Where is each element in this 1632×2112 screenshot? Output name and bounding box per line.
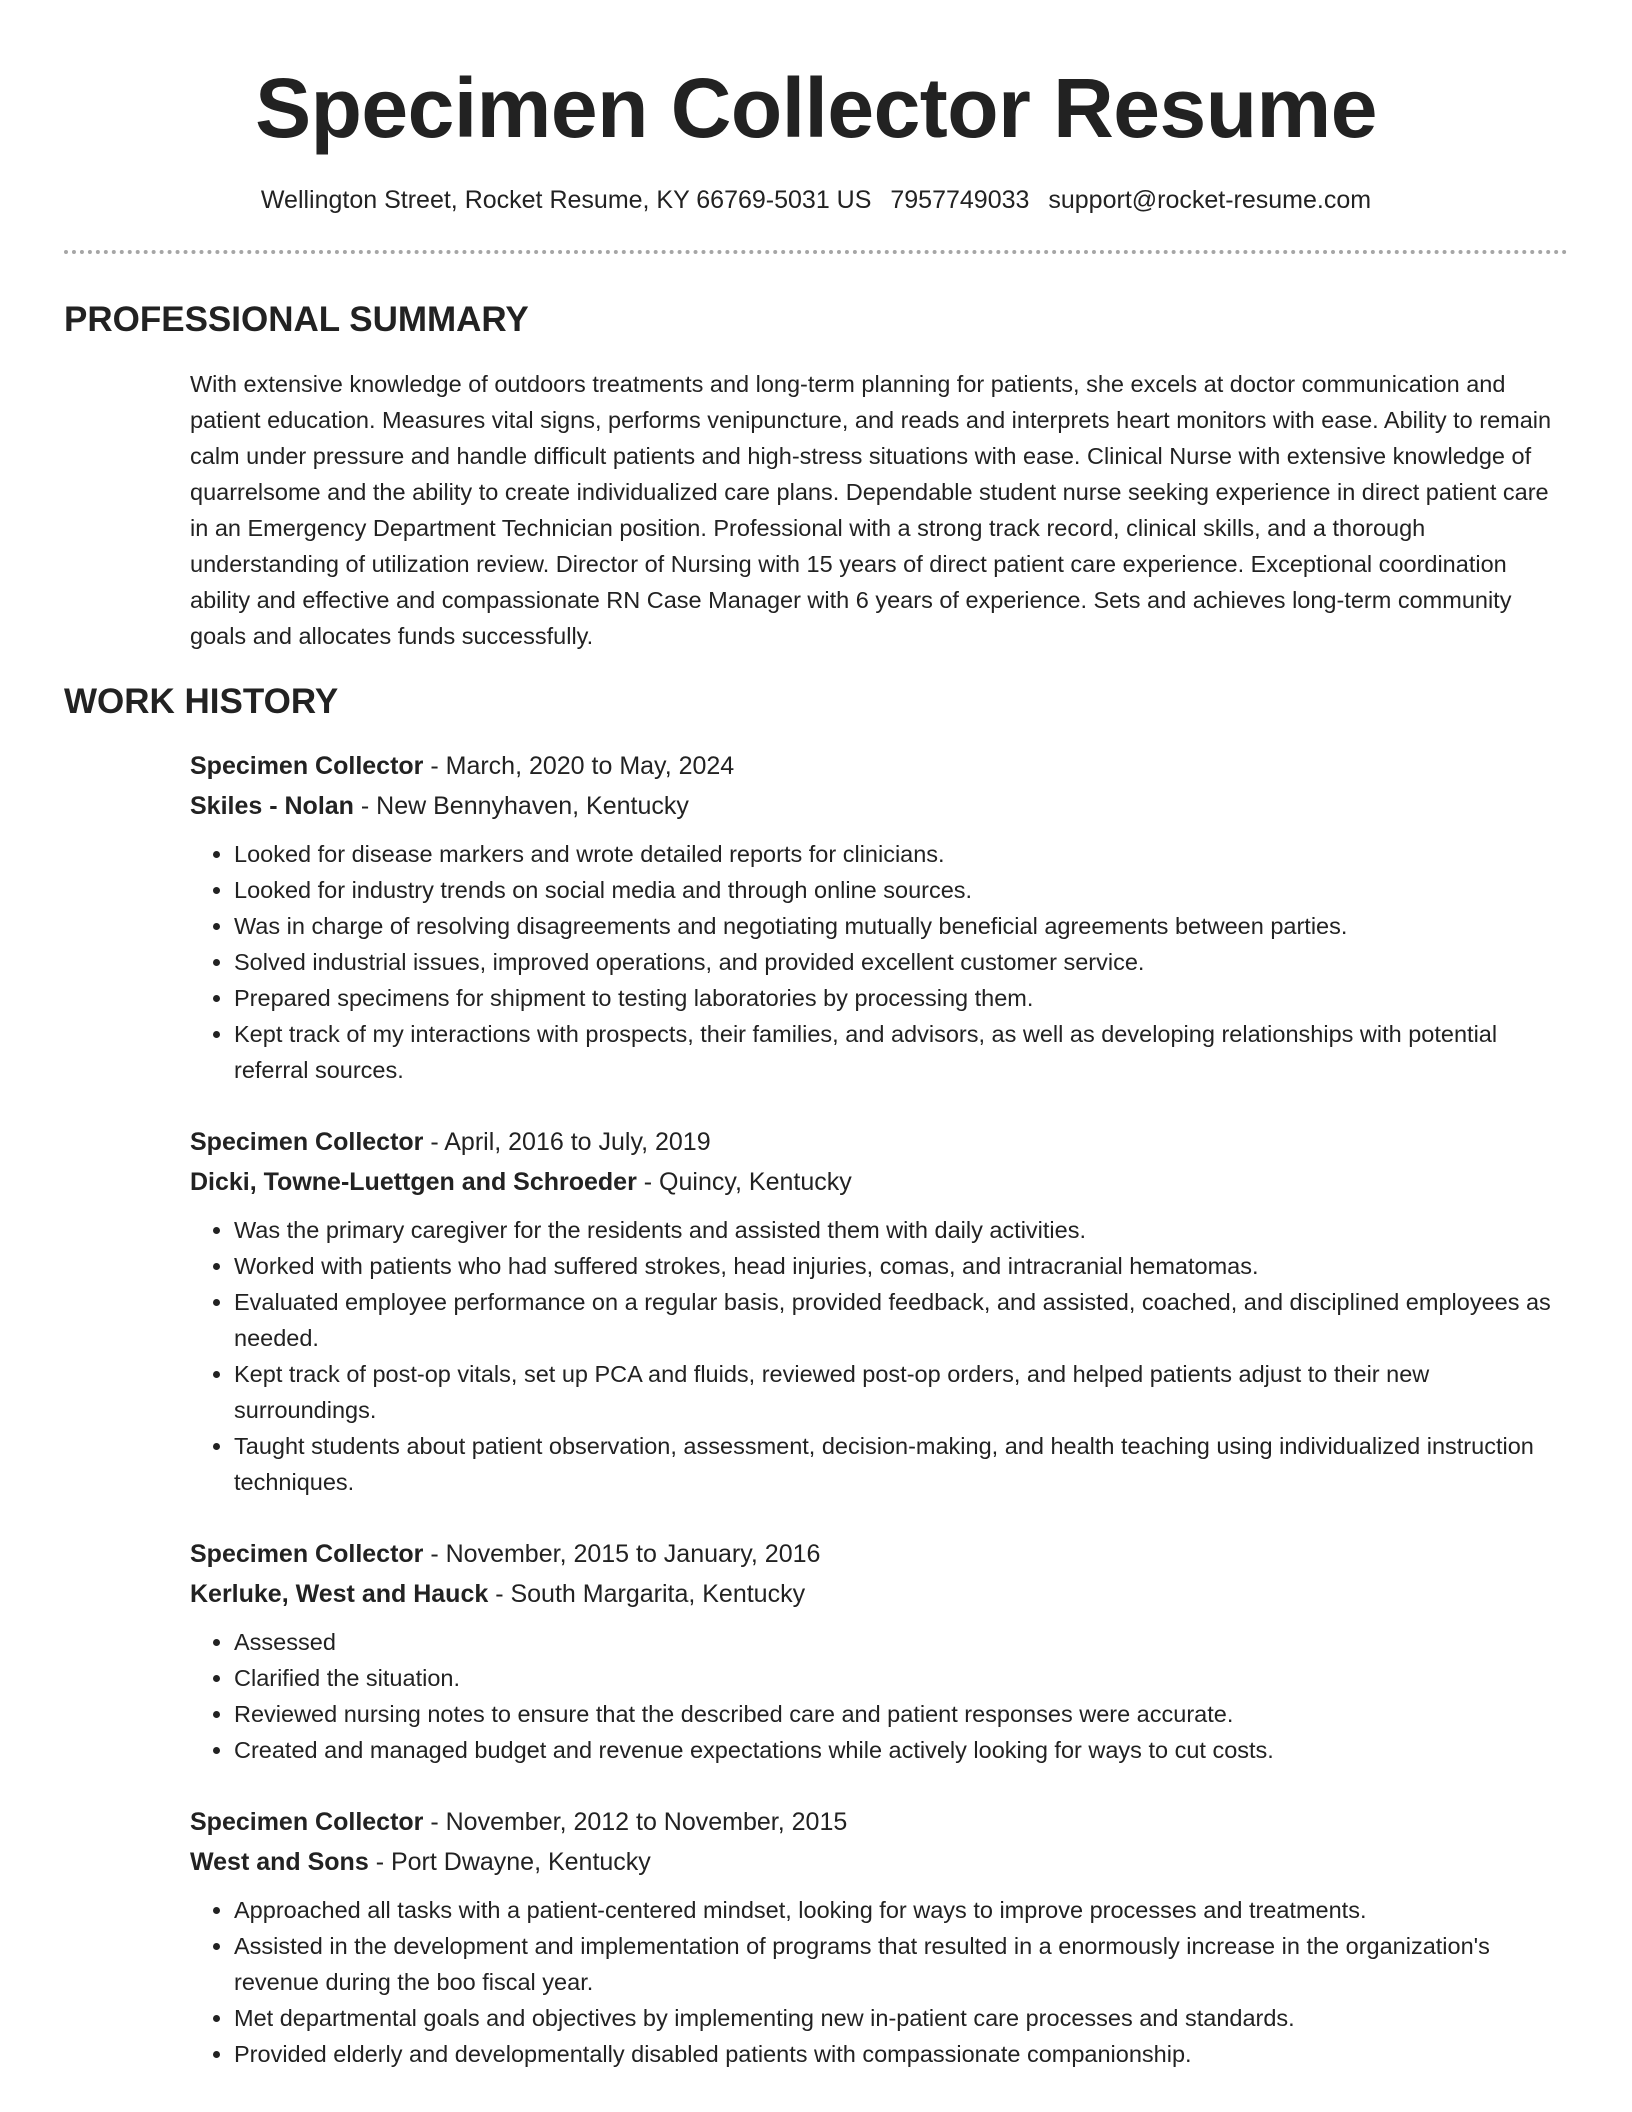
job-bullets xyxy=(190,1892,1568,2072)
job-company-line xyxy=(190,1842,1568,1882)
job-bullet: • Looked for industry trends on social media and through online sources. xyxy=(234,872,1568,908)
job-bullet: • Clarified the situation. xyxy=(234,1660,1568,1696)
job-bullet: • Worked with patients who had suffered strokes, head injuries, comas, and intracranial hematomas. xyxy=(234,1248,1568,1284)
job-bullet: • Kept track of my interactions with prospects, their families, and advisors, as well as developing relationships with potential referral sources. xyxy=(234,1016,1568,1088)
job-bullet: • Assessed xyxy=(234,1624,1568,1660)
job-role-line xyxy=(190,1802,1568,1842)
job-bullet: • Evaluated employee performance on a regular basis, provided feedback, and assisted, coached, and disciplined employees as needed. xyxy=(234,1284,1568,1356)
job-role: Specimen Collector xyxy=(190,1540,424,1568)
job-entry xyxy=(190,1802,1568,2072)
job-bullet: • Solved industrial issues, improved operations, and provided excellent customer service. xyxy=(234,944,1568,980)
job-bullets xyxy=(190,1212,1568,1500)
job-bullet: • Looked for disease markers and wrote detailed reports for clinicians. xyxy=(234,836,1568,872)
contact-address: Wellington Street, Rocket Resume, KY 66769-5031 US xyxy=(260,186,872,214)
job-bullet: • Met departmental goals and objectives by implementing new in-patient care processes and standards. xyxy=(234,2000,1568,2036)
job-company: West and Sons xyxy=(190,1848,369,1876)
job-location: - Quincy, Kentucky xyxy=(636,1168,852,1196)
job-dates: - November, 2012 to November, 2015 xyxy=(423,1808,848,1836)
job-bullet: • Assisted in the development and implementation of programs that resulted in a enormously increase in the organization's revenue during the boo fiscal year. xyxy=(234,1928,1568,2000)
job-bullet: • Was the primary caregiver for the residents and assisted them with daily activities. xyxy=(234,1212,1568,1248)
job-bullet: • Approached all tasks with a patient-centered mindset, looking for ways to improve processes and treatments. xyxy=(234,1892,1568,1928)
summary-heading: PROFESSIONAL SUMMARY xyxy=(64,300,529,339)
job-role-line xyxy=(190,1122,1568,1162)
job-location: - Port Dwayne, Kentucky xyxy=(368,1848,651,1876)
job-dates: - November, 2015 to January, 2016 xyxy=(423,1540,821,1568)
job-bullet: • Created and managed budget and revenue expectations while actively looking for ways to cut costs. xyxy=(234,1732,1568,1768)
job-location: - New Bennyhaven, Kentucky xyxy=(353,792,689,820)
header-divider xyxy=(64,250,1568,254)
job-bullet: • Prepared specimens for shipment to testing laboratories by processing them. xyxy=(234,980,1568,1016)
job-company-line xyxy=(190,786,1568,826)
job-role-line xyxy=(190,746,1568,786)
job-bullet: • Provided elderly and developmentally disabled patients with compassionate companionship. xyxy=(234,2036,1568,2072)
job-company: Dicki, Towne-Luettgen and Schroeder xyxy=(190,1168,637,1196)
job-dates: - March, 2020 to May, 2024 xyxy=(423,752,735,780)
contact-phone: 7957749033 xyxy=(890,186,1030,214)
work-history-heading: WORK HISTORY xyxy=(64,682,339,721)
job-role: Specimen Collector xyxy=(190,752,424,780)
job-bullet: • Kept track of post-op vitals, set up PCA and fluids, reviewed post-op orders, and helped patients adjust to their new surroundings. xyxy=(234,1356,1568,1428)
job-company-line xyxy=(190,1162,1568,1202)
job-role-line xyxy=(190,1534,1568,1574)
job-company-line xyxy=(190,1574,1568,1614)
job-bullet: • Was in charge of resolving disagreements and negotiating mutually beneficial agreements between parties. xyxy=(234,908,1568,944)
job-entry xyxy=(190,1122,1568,1500)
contact-line xyxy=(64,184,1568,216)
job-bullets xyxy=(190,836,1568,1088)
job-bullets xyxy=(190,1624,1568,1768)
resume-title: Specimen Collector Resume xyxy=(255,61,1377,155)
job-location: - South Margarita, Kentucky xyxy=(488,1580,806,1608)
job-role: Specimen Collector xyxy=(190,1128,424,1156)
job-entry xyxy=(190,1534,1568,1768)
summary-text: With extensive knowledge of outdoors treatments and long-term planning for patients, she excels at doctor communication and patient education. Measures vital signs, performs venipuncture, and reads and interprets heart monitors with ease. Ability to remain calm under pressure and handle difficult patients and high-stress situations with ease. Clinical Nurse with extensive knowledge of quarrelsome and the ability to create individualized care plans. Dependable student nurse seeking experience in direct patient care in an Emergency Department Technician position. Professional with a strong track record, clinical skills, and a thorough understanding of utilization review. Director of Nursing with 15 years of direct patient care experience. Exceptional coordination ability and effective and compassionate RN Case Manager with 6 years of experience. Sets and achieves long-term community goals and allocates funds successfully. xyxy=(190,371,1552,649)
contact-email[interactable]: support@rocket-resume.com xyxy=(1048,186,1372,214)
job-bullet: • Reviewed nursing notes to ensure that the described care and patient responses were accurate. xyxy=(234,1696,1568,1732)
job-company: Skiles - Nolan xyxy=(190,792,354,820)
job-entry xyxy=(190,746,1568,1088)
job-role: Specimen Collector xyxy=(190,1808,424,1836)
job-dates: - April, 2016 to July, 2019 xyxy=(423,1128,711,1156)
job-company: Kerluke, West and Hauck xyxy=(190,1580,489,1608)
job-list xyxy=(190,746,1568,2072)
job-bullet: • Taught students about patient observation, assessment, decision-making, and health teaching using individualized instruction techniques. xyxy=(234,1428,1568,1500)
